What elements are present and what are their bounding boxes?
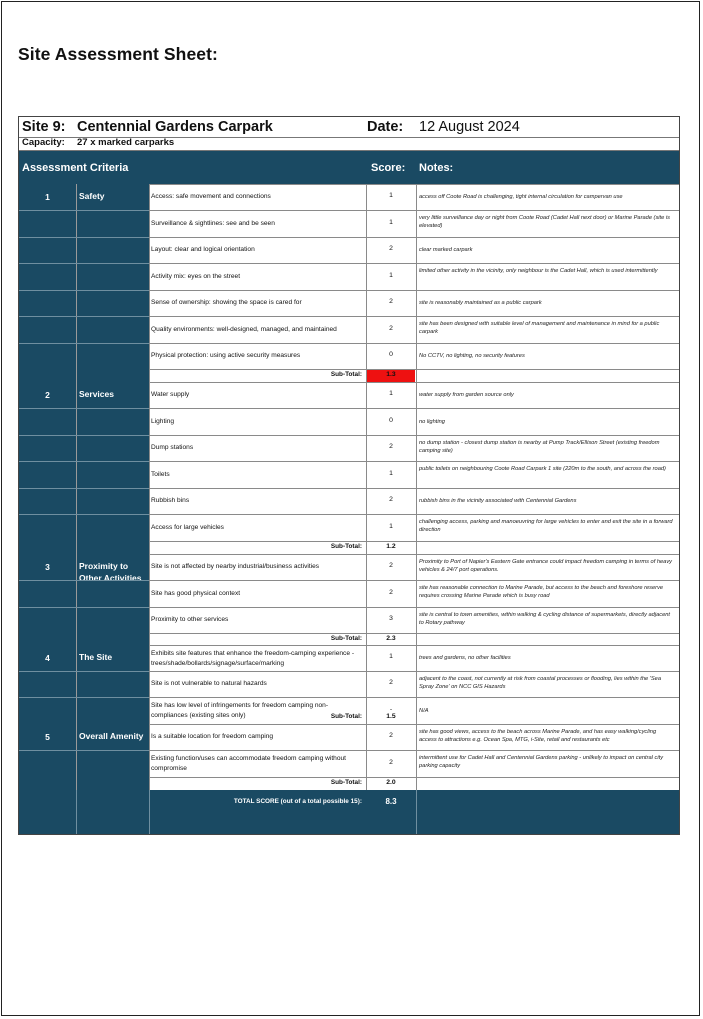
criterion-note: site has been designed with suitable level of management and maintenance in mind for a public carpark (419, 321, 660, 336)
capacity-row (19, 137, 679, 151)
row-divider (149, 210, 679, 211)
criterion-note: site is reasonably maintained as a public carpark (419, 300, 542, 306)
subtotal-value: 2.0 (386, 779, 396, 786)
criterion-score: 3 (389, 615, 393, 622)
row-divider-left (19, 210, 149, 211)
criterion-text: Layout: clear and logical orientation (151, 246, 255, 253)
criterion-score: 2 (389, 245, 393, 252)
row-divider-left (19, 343, 149, 344)
subtotal-label: Sub-Total: (330, 371, 362, 378)
criterion-score: 2 (389, 732, 393, 739)
row-divider (149, 645, 679, 646)
assessment-date: 12 August 2024 (419, 119, 520, 135)
criterion-text: Activity mix: eyes on the street (151, 272, 241, 280)
section-number: 2 (45, 390, 50, 400)
criterion-note: water supply from garden source only (419, 392, 514, 398)
criterion-score: 2 (389, 324, 393, 332)
criterion-text: Rubbish bins (151, 497, 190, 504)
row-divider (149, 671, 679, 672)
row-divider (149, 750, 679, 751)
criterion-score: 2 (389, 562, 393, 569)
criterion-score: - (389, 705, 393, 713)
criterion-score: 1 (389, 218, 393, 226)
subtotal-value: 1.5 (386, 713, 396, 720)
criterion-note: No CCTV, no lighting, no security features (419, 353, 525, 359)
criterion-note: clear marked carpark (419, 247, 473, 253)
criterion-note: very little surveillance day or night from Coote Road (Cadet Hall next door) or Marine Parade (site is elevated) (419, 215, 670, 230)
criterion-note: site has reasonable connection to Marine Parade, but access to the beach and foreshore reserve requires crossing Marine Parade which is busy road (419, 585, 664, 600)
criterion-text: Lighting (151, 417, 175, 425)
col-divider (416, 184, 417, 790)
row-divider-left (19, 237, 149, 238)
subtotal-divider (149, 541, 679, 542)
criterion-text: Site has good physical context (151, 589, 241, 597)
row-divider (149, 724, 679, 725)
criterion-text: Is a suitable location for freedom camping (151, 733, 274, 740)
subtotal-label: Sub-Total: (330, 635, 362, 642)
header-notes: Notes: (419, 162, 454, 174)
criterion-note: limited other activity in the vicinity, only neighbour is the Cadet Hall, which is used intermittently (419, 268, 658, 274)
criterion-score: 2 (389, 496, 393, 503)
subtotal-label: Sub-Total: (330, 543, 362, 550)
row-divider-left (19, 697, 149, 698)
row-divider-left (19, 461, 149, 462)
criterion-note: challenging access, parking and manoeuvring for large vehicles to enter and exit the site in a forward direction (419, 519, 673, 534)
criterion-score: 0 (389, 416, 393, 424)
section-category: The Site (79, 652, 113, 662)
criterion-note: intermittent use for Cadet Hall and Centennial Gardens parking - unlikely to impact on central city parking capacity (419, 755, 664, 770)
subtotal-label: Sub-Total: (330, 779, 362, 786)
row-divider-left (19, 435, 149, 436)
site-row (19, 117, 679, 138)
criterion-score: 1 (389, 469, 393, 477)
section-category: Services (79, 389, 114, 399)
criterion-score: 2 (389, 679, 393, 686)
col-divider (76, 645, 77, 724)
row-divider (149, 382, 679, 383)
row-divider-left (19, 408, 149, 409)
criterion-score: 2 (389, 443, 393, 450)
section-number: 5 (45, 732, 50, 742)
total-band (19, 790, 679, 834)
row-divider (149, 514, 679, 515)
subtotal-divider (149, 633, 679, 634)
criterion-note: access off Coote Road is challenging, tight internal circulation for campervan use (419, 194, 623, 200)
capacity-label: Capacity: (22, 137, 65, 148)
criterion-score: 1 (389, 192, 393, 199)
page-title: Site Assessment Sheet: (18, 44, 218, 64)
col-divider (149, 790, 150, 834)
col-divider (76, 790, 77, 834)
criterion-note: site is central to town amenities, within walking & cycling distance of supermarkets, directly adjacent to Rotary pathway (419, 612, 670, 627)
subtotal-divider (149, 777, 679, 778)
subtotal-label: Sub-Total: (330, 713, 362, 720)
criterion-text: Site is not vulnerable to natural hazards (151, 680, 267, 687)
row-divider (149, 697, 679, 698)
criterion-note: no dump station - closest dump station is nearby at Pump Track/Ellison Street (existing freedom camping site) (419, 440, 660, 455)
criterion-score: 2 (389, 588, 393, 596)
row-divider (149, 290, 679, 291)
col-divider (76, 724, 77, 790)
row-divider (149, 237, 679, 238)
criterion-text: Dump stations (151, 444, 194, 451)
site-number-label: Site 9: (22, 119, 66, 135)
row-divider-left (19, 514, 149, 515)
criterion-score: 1 (389, 271, 393, 279)
row-divider-left (19, 750, 149, 751)
subtotal-value: 2.3 (386, 635, 396, 642)
row-divider (149, 554, 679, 555)
total-score-label: TOTAL SCORE (out of a total possible 15): (233, 798, 362, 805)
col-divider (149, 184, 150, 790)
capacity-value: 27 x marked carparks (77, 137, 175, 148)
section-number: 1 (45, 192, 50, 202)
subtotal-value: 1.3 (386, 371, 396, 378)
site-name: Centennial Gardens Carpark (77, 119, 273, 135)
row-divider (149, 263, 679, 264)
criterion-note: site has good views, access to the beach across Marine Parade, and has easy walking/cycling access to attractions e.g. Ocean Spa, MTG, i-Site, retail and restaurants etc (419, 729, 657, 744)
criterion-note: N/A (419, 707, 429, 714)
date-label: Date: (367, 119, 404, 135)
row-divider (149, 580, 679, 581)
row-divider (149, 461, 679, 462)
criterion-text: Access: safe movement and connections (151, 193, 271, 200)
criterion-text: Access for large vehicles (151, 523, 224, 531)
row-divider-left (19, 316, 149, 317)
criterion-note: rubbish bins in the vicinity associated with Centennial Gardens (419, 498, 577, 504)
criterion-note: no lighting (419, 418, 445, 425)
criterion-score: 1 (389, 390, 393, 397)
criterion-text: Physical protection: using active security measures (151, 352, 301, 359)
section-category: Safety (79, 191, 105, 201)
row-divider (149, 607, 679, 608)
section-number: 4 (45, 653, 50, 663)
criterion-text: Proximity to other services (151, 616, 229, 623)
criterion-score: 2 (389, 758, 393, 766)
row-divider (149, 488, 679, 489)
criterion-text: Quality environments: well-designed, managed, and maintained (151, 325, 337, 333)
criterion-text: Sense of ownership: showing the space is cared for (151, 299, 302, 306)
header-criteria: Assessment Criteria (22, 162, 129, 174)
row-divider-left (19, 607, 149, 608)
col-divider (416, 790, 417, 834)
assessment-sheet (18, 116, 680, 835)
criterion-note: public toilets on neighbouring Coote Road Carpark 1 site (220m to the south, and across the road) (419, 466, 666, 472)
row-divider (149, 184, 679, 185)
row-divider-left (19, 290, 149, 291)
section-left-bg (19, 184, 149, 382)
section-number: 3 (45, 562, 50, 572)
subtotal-value: 1.2 (386, 543, 396, 550)
criterion-text: Site has low level of infringements for freedom camping non-compliances (existing sites only) (151, 702, 329, 719)
section-category: Overall Amenity (79, 731, 144, 741)
criterion-note: Proximity to Port of Napier's Eastern Gate entrance could impact freedom camping in terms of heavy vehicles & 24/7 port operations. (419, 559, 673, 574)
col-divider (366, 184, 367, 790)
criterion-score: 2 (389, 298, 393, 305)
criterion-text: Exhibits site features that enhance the freedom-camping experience - trees/shade/bollards/signage/surface/marking (151, 650, 355, 667)
row-divider (149, 408, 679, 409)
row-divider-left (19, 580, 149, 581)
total-score-value: 8.3 (385, 797, 397, 806)
col-divider (76, 184, 77, 382)
criterion-score: 1 (389, 522, 393, 530)
criterion-score: 1 (389, 653, 393, 660)
row-divider-left (19, 263, 149, 264)
criterion-score: 0 (389, 351, 393, 358)
criterion-text: Toilets (151, 470, 170, 478)
header-score: Score: (371, 162, 406, 174)
row-divider (149, 316, 679, 317)
row-divider-left (19, 488, 149, 489)
row-divider (149, 435, 679, 436)
row-divider (149, 343, 679, 344)
criterion-text: Water supply (151, 391, 190, 398)
section-category: Proximity to Other Activities (79, 561, 142, 583)
col-divider (76, 554, 77, 645)
criterion-note: trees and gardens, no other facilities (419, 655, 511, 661)
row-divider-left (19, 671, 149, 672)
criterion-text: Surveillance & sightlines: see and be seen (151, 219, 275, 227)
criterion-text: Existing function/uses can accommodate freedom camping without compromise (151, 755, 346, 772)
criterion-note: adjacent to the coast, not currently at risk from coastal processes or flooding, lies within the 'Sea Spray Zone' on NCC GIS Hazards (419, 676, 661, 691)
criterion-text: Site is not affected by nearby industrial/business activities (151, 563, 320, 570)
